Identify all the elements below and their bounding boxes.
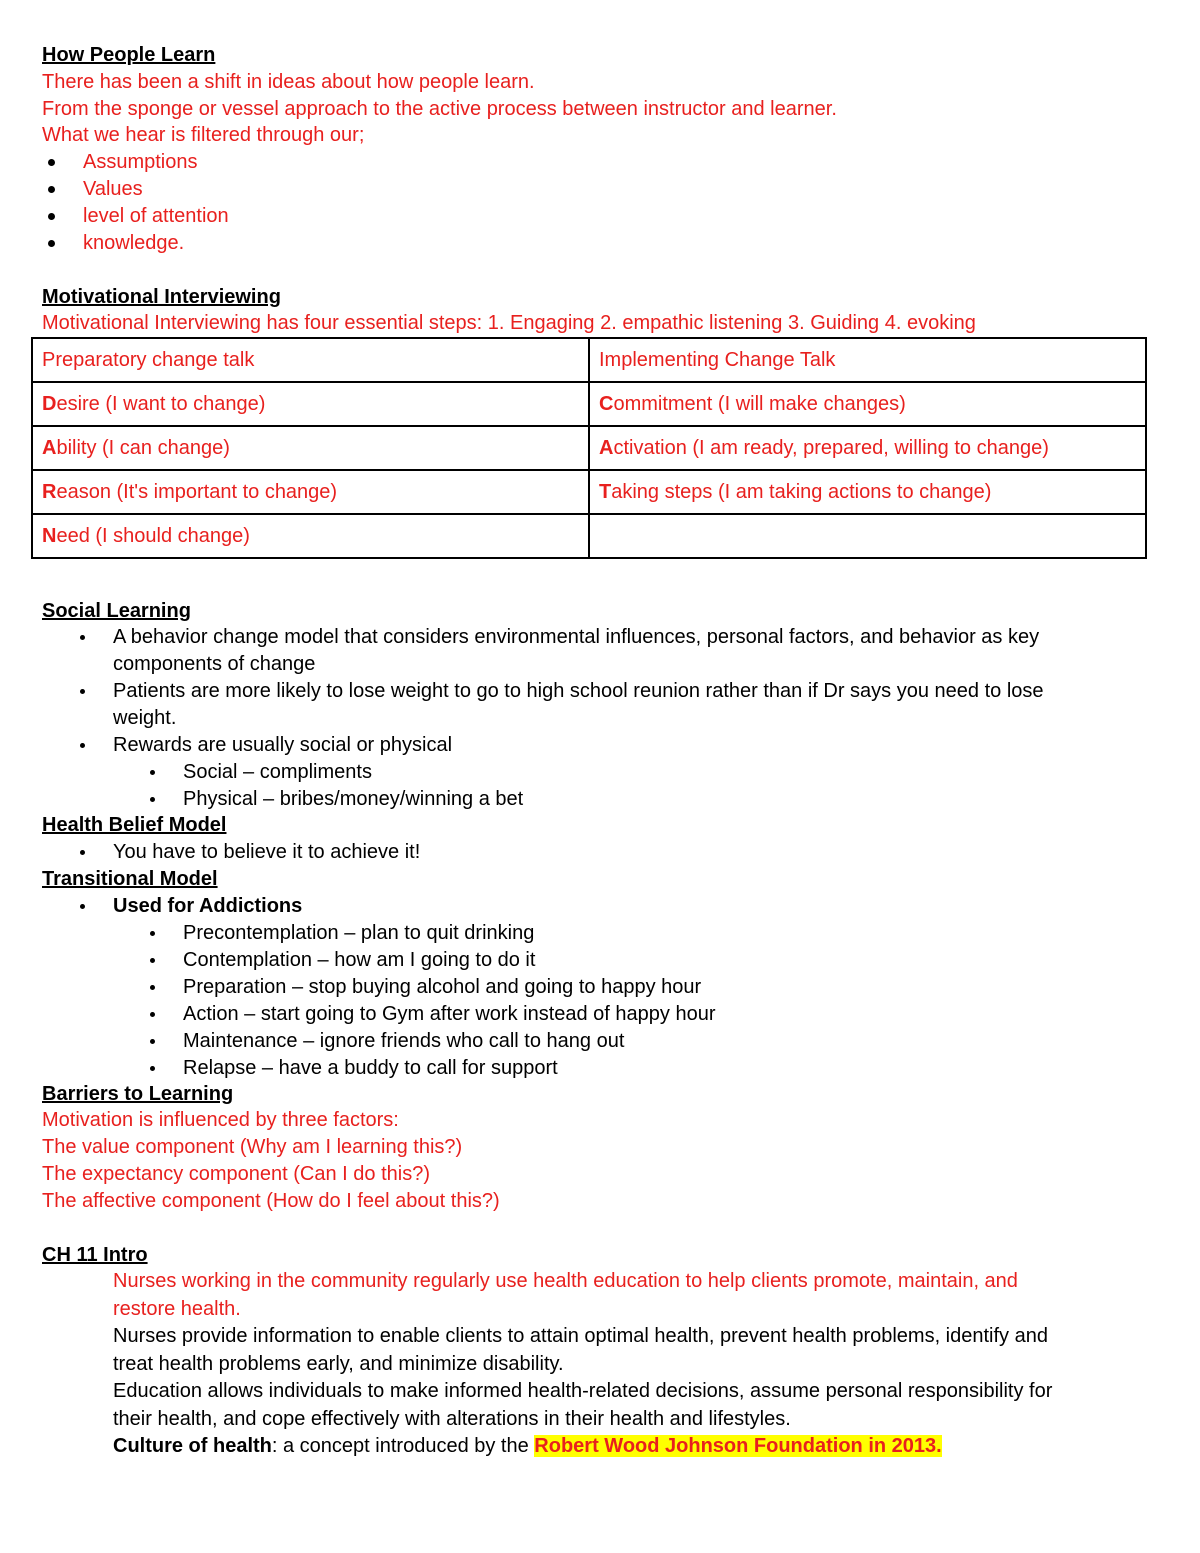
bullet-icon	[150, 797, 155, 802]
heading-motivational-interviewing: Motivational Interviewing	[42, 286, 281, 308]
text-line: Motivational Interviewing has four essential steps: 1. Engaging 2. empathic listening 3. Guiding 4. evoking	[42, 312, 976, 334]
cell-initial: R	[42, 480, 57, 503]
table-cell	[32, 514, 589, 558]
cell-text: ctivation (I am ready, prepared, willing to change)	[613, 436, 1049, 459]
list-item: A behavior change model that considers environmental influences, personal factors, and behavior as key	[113, 626, 1040, 648]
bullet-icon	[80, 904, 85, 909]
culture-of-health-term: Culture of health	[113, 1435, 272, 1457]
list-item: Patients are more likely to lose weight to go to high school reunion rather than if Dr says you need to lose	[113, 680, 1044, 702]
heading-health-belief-model: Health Belief Model	[42, 814, 227, 836]
list-item: level of attention	[83, 205, 229, 227]
cell-initial: T	[599, 480, 612, 503]
sub-list-item: Precontemplation – plan to quit drinking	[183, 922, 535, 944]
text-line: What we hear is filtered through our;	[42, 124, 365, 146]
table-row	[32, 514, 1146, 558]
bullet-icon	[80, 689, 85, 694]
table-cell	[589, 382, 1146, 426]
text-line: their health, and cope effectively with alterations in their health and lifestyles.	[113, 1408, 791, 1430]
cell-text: ommitment (I will make changes)	[613, 392, 906, 415]
text-line: treat health problems early, and minimize disability.	[113, 1353, 564, 1375]
sub-list-item: Social – compliments	[183, 761, 372, 783]
bullet-icon	[150, 1012, 155, 1017]
highlighted-foundation: Robert Wood Johnson Foundation in 2013.	[534, 1435, 942, 1457]
table-cell	[32, 382, 589, 426]
table-cell	[589, 426, 1146, 470]
bullet-icon	[80, 635, 85, 640]
list-item-continued: components of change	[113, 653, 316, 675]
heading-barriers-to-learning: Barriers to Learning	[42, 1083, 234, 1105]
text-line: The affective component (How do I feel about this?)	[42, 1190, 500, 1212]
culture-of-health-line	[113, 1433, 942, 1459]
bullet-icon	[80, 743, 85, 748]
list-item: Rewards are usually social or physical	[113, 734, 453, 756]
bullet-icon	[80, 850, 85, 855]
list-item: Values	[83, 178, 143, 200]
cell-text: esire (I want to change)	[56, 392, 266, 415]
heading-social-learning: Social Learning	[42, 600, 191, 622]
list-item: Assumptions	[83, 151, 198, 173]
bullet-icon	[150, 1039, 155, 1044]
bullet-icon	[48, 213, 55, 220]
text-line: Motivation is influenced by three factors:	[42, 1109, 399, 1131]
cell-initial: A	[42, 436, 57, 459]
list-item: Used for Addictions	[113, 895, 303, 917]
sub-list-item: Action – start going to Gym after work instead of happy hour	[183, 1003, 716, 1025]
cell-text: aking steps (I am taking actions to change)	[611, 480, 992, 503]
change-talk-table	[31, 337, 1147, 559]
table-row	[32, 338, 1146, 382]
cell-text: bility (I can change)	[56, 436, 230, 459]
text-line: There has been a shift in ideas about how people learn.	[42, 71, 535, 93]
text-line: From the sponge or vessel approach to the active process between instructor and learner.	[42, 98, 837, 120]
heading-transitional-model: Transitional Model	[42, 868, 218, 890]
cell-initial: D	[42, 392, 57, 415]
bullet-icon	[150, 770, 155, 775]
cell-initial: C	[599, 392, 614, 415]
table-row	[32, 470, 1146, 514]
sub-list-item: Contemplation – how am I going to do it	[183, 949, 536, 971]
table-cell-empty	[589, 514, 1146, 558]
text-line: Nurses provide information to enable clients to attain optimal health, prevent health problems, identify and	[113, 1325, 1048, 1347]
cell-initial: N	[42, 524, 57, 547]
bullet-icon	[48, 240, 55, 247]
heading-how-people-learn: How People Learn	[42, 44, 216, 66]
list-item-continued: weight.	[113, 707, 177, 729]
culture-of-health-text: : a concept introduced by the	[271, 1435, 535, 1457]
bullet-icon	[48, 159, 55, 166]
cell-text: eed (I should change)	[56, 524, 250, 547]
bullet-icon	[150, 931, 155, 936]
table-cell	[32, 426, 589, 470]
sub-list-item: Maintenance – ignore friends who call to hang out	[183, 1030, 625, 1052]
bullet-icon	[48, 186, 55, 193]
bullet-icon	[150, 958, 155, 963]
table-cell	[32, 470, 589, 514]
sub-list-item: Relapse – have a buddy to call for support	[183, 1057, 558, 1079]
table-cell	[589, 470, 1146, 514]
text-line: Nurses working in the community regularly use health education to help clients promote, maintain, and	[113, 1270, 1018, 1292]
text-line: Education allows individuals to make informed health-related decisions, assume personal responsibility for	[113, 1380, 1053, 1402]
text-line: The value component (Why am I learning this?)	[42, 1136, 463, 1158]
bullet-icon	[150, 1066, 155, 1071]
sub-list-item: Physical – bribes/money/winning a bet	[183, 788, 524, 810]
list-item: You have to believe it to achieve it!	[113, 841, 421, 863]
text-line: The expectancy component (Can I do this?)	[42, 1163, 430, 1185]
table-header-cell: Preparatory change talk	[32, 338, 589, 382]
cell-initial: A	[599, 436, 614, 459]
table-header-cell: Implementing Change Talk	[589, 338, 1146, 382]
table-row	[32, 382, 1146, 426]
bullet-icon	[150, 985, 155, 990]
text-line: restore health.	[113, 1298, 241, 1320]
sub-list-item: Preparation – stop buying alcohol and going to happy hour	[183, 976, 702, 998]
table-row	[32, 426, 1146, 470]
cell-text: eason (It's important to change)	[56, 480, 338, 503]
heading-ch11-intro: CH 11 Intro	[42, 1244, 148, 1266]
list-item: knowledge.	[83, 232, 185, 254]
